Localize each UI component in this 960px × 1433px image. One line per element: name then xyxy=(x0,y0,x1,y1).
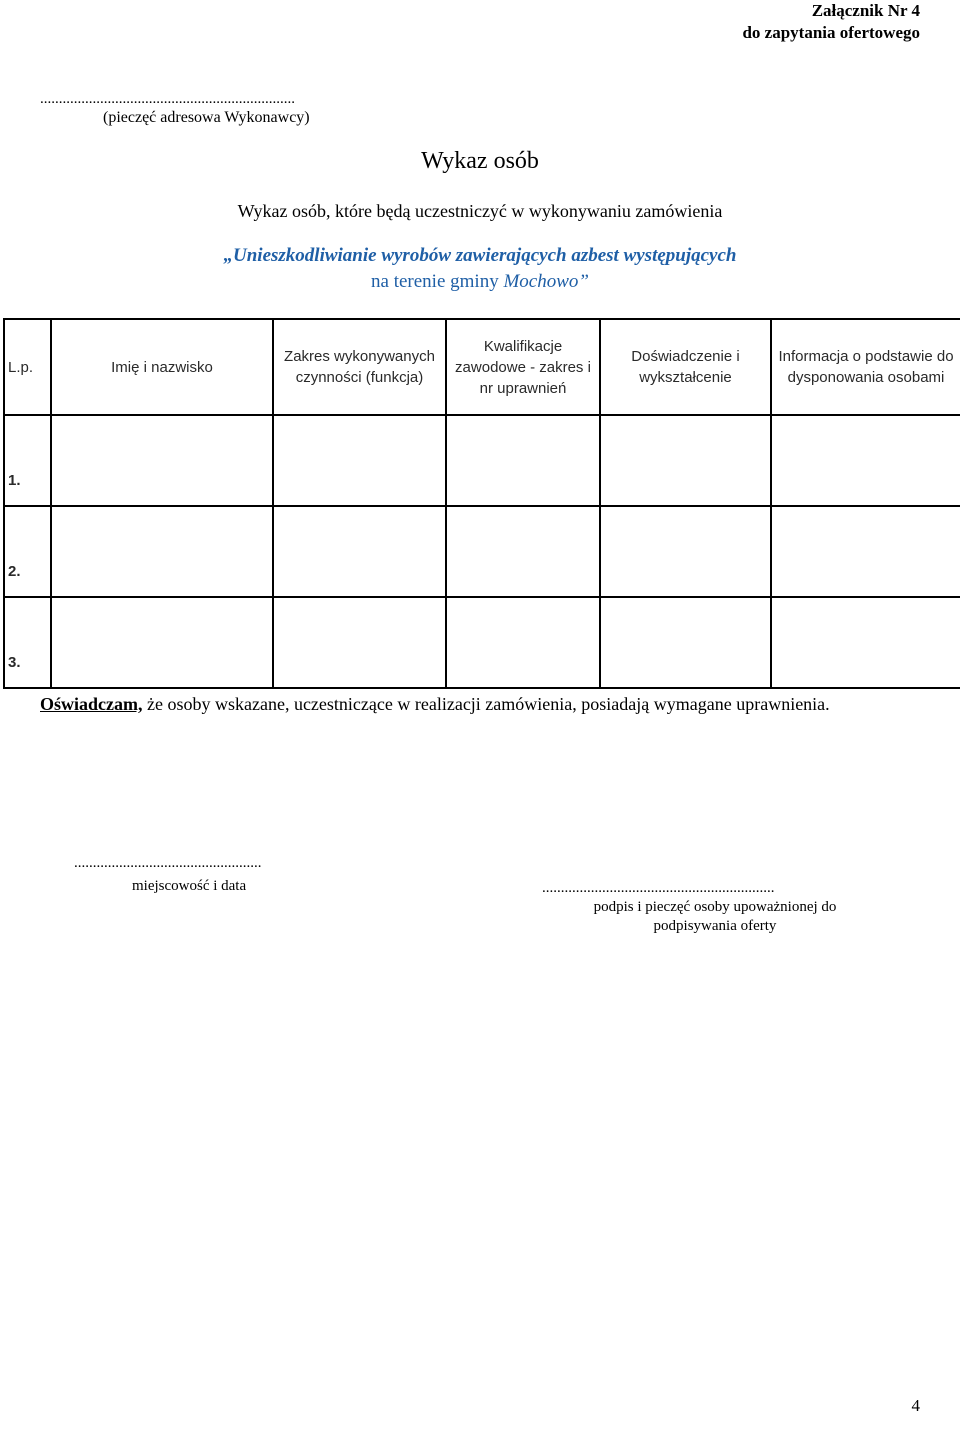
project-name-line2 xyxy=(0,269,960,295)
cell-basis[interactable] xyxy=(771,415,960,506)
cell-qualifications[interactable] xyxy=(446,415,600,506)
stamp-dotted-line: .................................................................... xyxy=(40,91,295,107)
annex-header xyxy=(742,0,920,44)
cell-basis[interactable] xyxy=(771,597,960,688)
signature-dotted-line: .............................................................. xyxy=(542,880,775,896)
declaration-keyword: Oświadczam, xyxy=(40,694,143,714)
page-number: 4 xyxy=(911,1396,920,1415)
stamp-label: (pieczęć adresowa Wykonawcy) xyxy=(103,109,310,126)
header-lp: L.p. xyxy=(4,319,51,415)
row-number: 2. xyxy=(4,506,51,597)
cell-experience[interactable] xyxy=(600,415,771,506)
cell-qualifications[interactable] xyxy=(446,506,600,597)
header-scope: Zakres wykonywanych czynności (funkcja) xyxy=(273,319,446,415)
header-name: Imię i nazwisko xyxy=(51,319,273,415)
cell-experience[interactable] xyxy=(600,506,771,597)
header-qualifications: Kwalifikacje zawodowe - zakres i nr uprawnień xyxy=(446,319,600,415)
document-subtitle: Wykaz osób, które będą uczestniczyć w wykonywaniu zamówienia xyxy=(237,201,723,221)
header-experience: Doświadczenie i wykształcenie xyxy=(600,319,771,415)
project-name-line1: „Unieszkodliwianie wyrobów zawierających azbest występujących xyxy=(223,245,737,266)
cell-basis[interactable] xyxy=(771,506,960,597)
row-number: 1. xyxy=(4,415,51,506)
cell-experience[interactable] xyxy=(600,597,771,688)
cell-qualifications[interactable] xyxy=(446,597,600,688)
cell-name[interactable] xyxy=(51,506,273,597)
cell-scope[interactable] xyxy=(273,597,446,688)
cell-scope[interactable] xyxy=(273,415,446,506)
header-basis: Informacja o podstawie do dysponowania osobami xyxy=(771,319,960,415)
table-row xyxy=(4,597,960,688)
table-header-row xyxy=(4,319,960,415)
persons-table xyxy=(3,318,960,689)
row-number: 3. xyxy=(4,597,51,688)
place-date-label: miejscowość i data xyxy=(132,878,247,894)
declaration-text: że osoby wskazane, uczestniczące w realizacji zamówienia, posiadają wymagane uprawnienia. xyxy=(142,694,830,714)
document-title: Wykaz osób xyxy=(421,148,539,174)
declaration-statement xyxy=(40,693,920,715)
place-date-dotted-line: .................................................. xyxy=(74,855,262,871)
annex-title: Załącznik Nr 4 xyxy=(811,1,920,20)
project-name xyxy=(0,243,960,295)
project-name-plain: na terenie gminy xyxy=(371,271,504,292)
table-row xyxy=(4,415,960,506)
annex-subtitle: do zapytania ofertowego xyxy=(742,23,920,42)
project-name-italic: Mochowo” xyxy=(503,271,589,292)
cell-scope[interactable] xyxy=(273,506,446,597)
signature-label: podpis i pieczęć osoby upoważnionej do podpisywania oferty xyxy=(593,899,837,934)
cell-name[interactable] xyxy=(51,415,273,506)
table-row xyxy=(4,506,960,597)
cell-name[interactable] xyxy=(51,597,273,688)
